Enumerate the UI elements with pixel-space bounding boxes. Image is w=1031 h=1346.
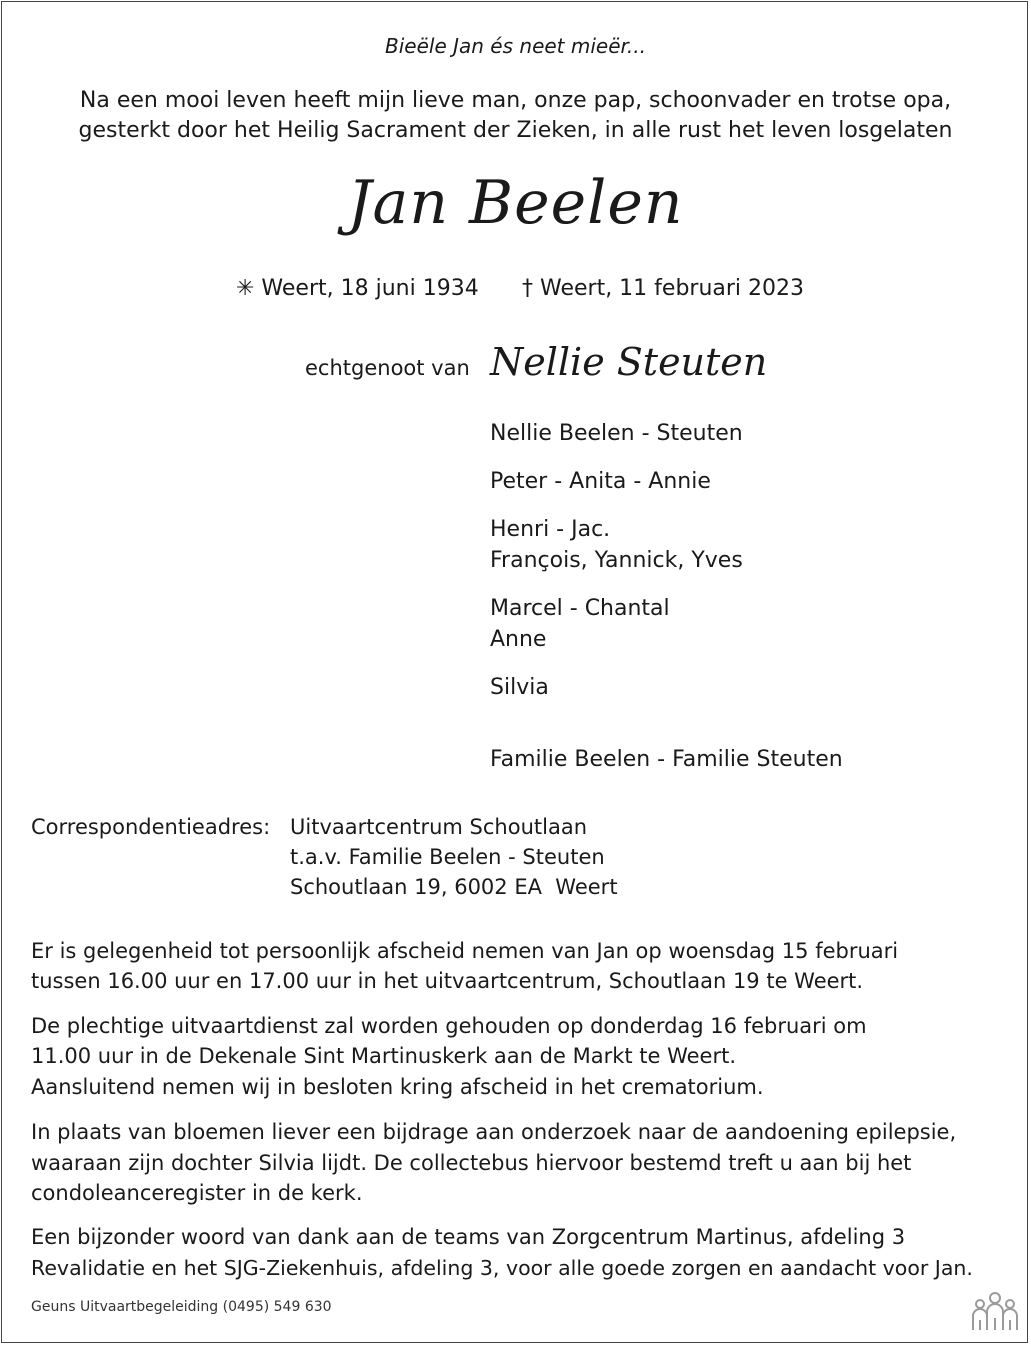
family-member: François, Yannick, Yves	[490, 548, 743, 573]
funeral-director: Geuns Uitvaartbegeleiding (0495) 549 630	[31, 1299, 332, 1315]
service-line-1: De plechtige uitvaartdienst zal worden gehouden op donderdag 16 februari om	[31, 1014, 867, 1038]
family-member: Familie Beelen - Familie Steuten	[490, 747, 843, 772]
death-date: † Weert, 11 februari 2023	[522, 276, 805, 301]
correspondence-label: Correspondentieadres:	[31, 815, 271, 839]
birth-date: ✳ Weert, 18 juni 1934	[236, 276, 479, 301]
motto: Bieële Jan és neet mieër...	[385, 34, 646, 58]
spouse-label: echtgenoot van	[305, 356, 470, 380]
correspondence-line-2: t.a.v. Familie Beelen - Steuten	[290, 845, 605, 869]
family-member: Nellie Beelen - Steuten	[490, 421, 743, 446]
donation-line-2: waaraan zijn dochter Silvia lijdt. De collectebus hiervoor bestemd treft u aan bij het	[31, 1151, 912, 1175]
intro-text	[0, 86, 1031, 146]
thanks-line-1: Een bijzonder woord van dank aan de teams van Zorgcentrum Martinus, afdeling 3	[31, 1225, 906, 1249]
family-member: Anne	[490, 627, 547, 652]
spouse-name: Nellie Steuten	[490, 340, 768, 384]
donation-line-1: In plaats van bloemen liever een bijdrage aan onderzoek naar de aandoening epilepsie,	[31, 1120, 957, 1144]
service-line-2: 11.00 uur in de Dekenale Sint Martinuskerk aan de Markt te Weert.	[31, 1044, 737, 1068]
correspondence-line-1: Uitvaartcentrum Schoutlaan	[290, 815, 588, 839]
visitation-line-2: tussen 16.00 uur en 17.00 uur in het uitvaartcentrum, Schoutlaan 19 te Weert.	[31, 969, 864, 993]
visitation-line-1: Er is gelegenheid tot persoonlijk afscheid nemen van Jan op woensdag 15 februari	[31, 939, 899, 963]
family-member: Marcel - Chantal	[490, 596, 670, 621]
family-member: Henri - Jac.	[490, 517, 611, 542]
service-line-3: Aansluitend nemen wij in besloten kring afscheid in het crematorium.	[31, 1075, 764, 1099]
correspondence-line-3: Schoutlaan 19, 6002 EA Weert	[290, 875, 618, 899]
intro-line-1: Na een mooi leven heeft mijn lieve man, onze pap, schoonvader en trotse opa,	[79, 88, 952, 113]
thanks-line-2: Revalidatie en het SJG-Ziekenhuis, afdeling 3, voor alle goede zorgen en aandacht voor Jan.	[31, 1256, 973, 1280]
family-figures-icon	[970, 1290, 1020, 1336]
family-member: Silvia	[490, 675, 549, 700]
deceased-name: Jan Beelen	[347, 168, 684, 238]
donation-line-3: condoleanceregister in de kerk.	[31, 1181, 363, 1205]
family-member: Peter - Anita - Annie	[490, 469, 711, 494]
intro-line-2: gesterkt door het Heilig Sacrament der Zieken, in alle rust het leven losgelaten	[78, 118, 953, 143]
